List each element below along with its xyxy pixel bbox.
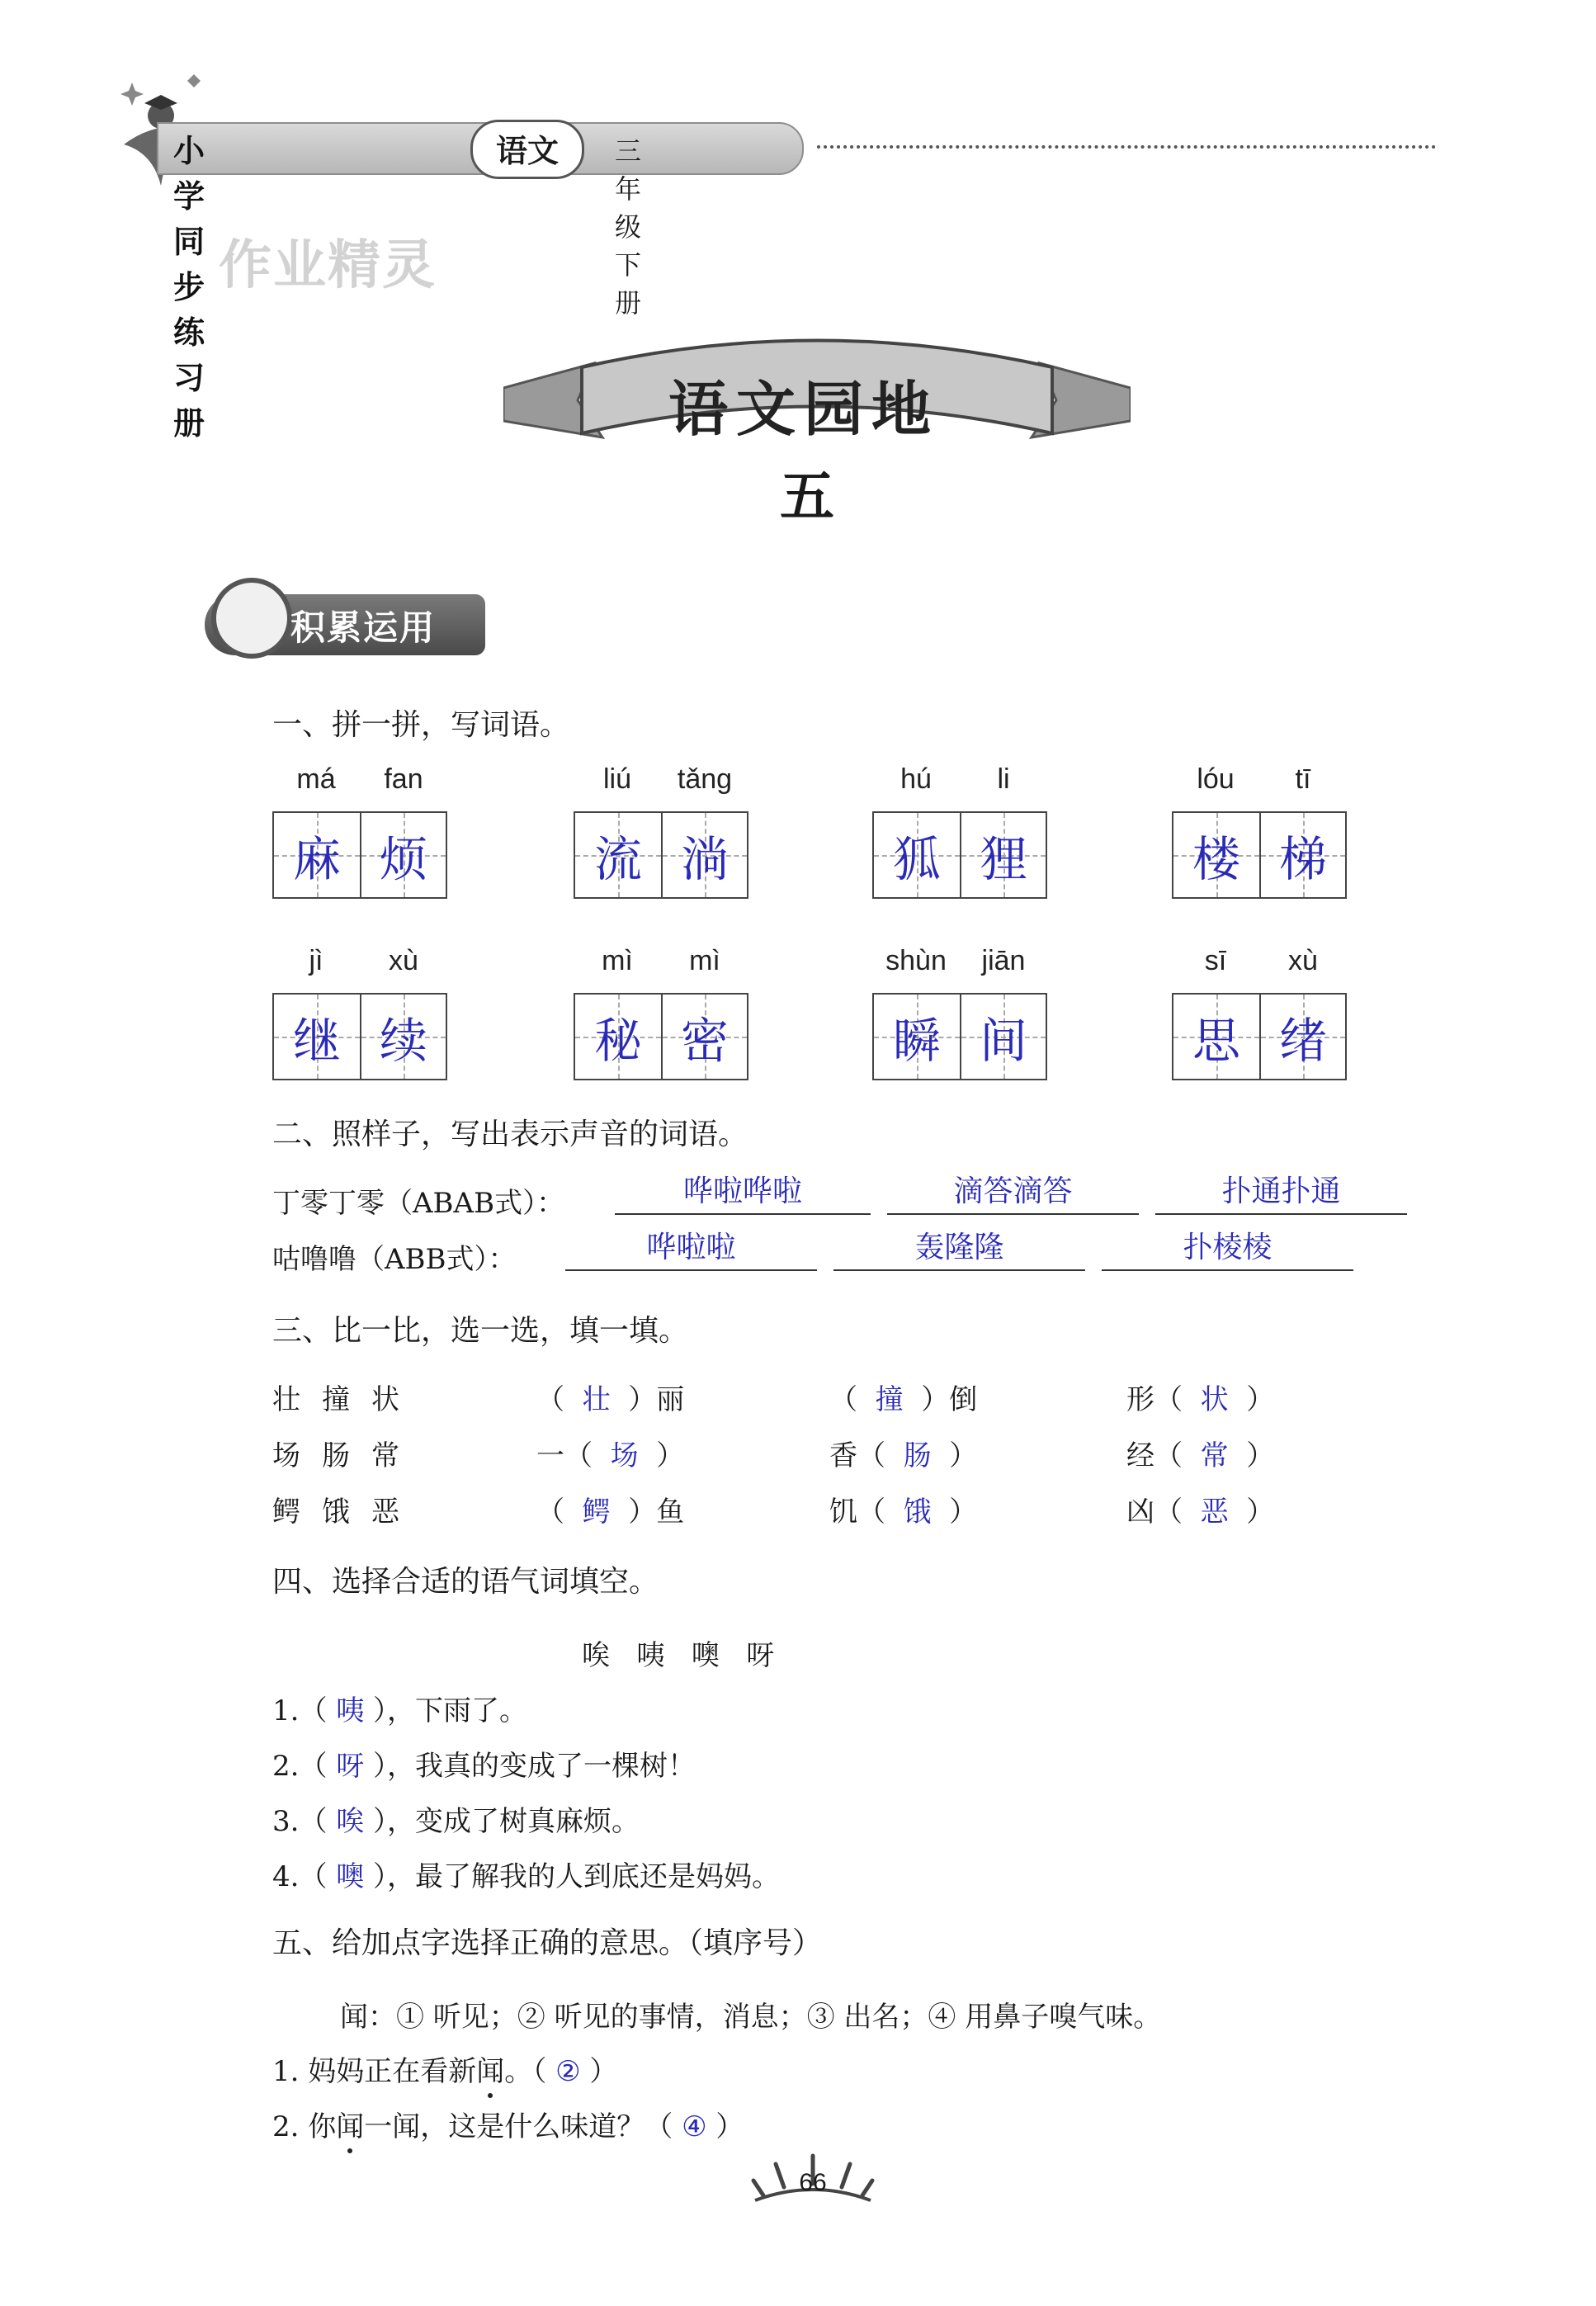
- q4-item: [272, 1854, 780, 1894]
- word-grid-box: [272, 993, 447, 1080]
- blank-answer: ②: [555, 2055, 581, 2088]
- q4-item: [272, 1743, 696, 1784]
- q4-item: [272, 1798, 640, 1839]
- fill-blank-3: [1126, 1433, 1274, 1473]
- q5-title: 五、给加点字选择正确的意思。（填序号）: [272, 1926, 823, 1960]
- grid-cell: [960, 995, 1046, 1079]
- blank-text: ）丽: [628, 1383, 685, 1416]
- grid-cell: [575, 995, 661, 1079]
- blank-answer: 状: [1200, 1383, 1229, 1416]
- answer-char: 楼: [1192, 831, 1240, 887]
- blank-answer: 肠: [903, 1439, 932, 1472]
- grade-label: 三年级 下册: [615, 135, 642, 319]
- pinyin-label: tǎng: [677, 763, 733, 795]
- answer-char: 流: [593, 831, 642, 887]
- pinyin-label: liú: [602, 763, 632, 795]
- answer-char: 密: [680, 1013, 729, 1069]
- fill-blank-1: [536, 1377, 684, 1417]
- grid-cell: [661, 995, 747, 1079]
- blank-text: ）: [949, 1496, 978, 1529]
- blank-text: 饥（: [829, 1496, 885, 1529]
- grid-cell: [1173, 813, 1259, 897]
- grid-cell: [874, 995, 960, 1079]
- grid-cell: [360, 995, 446, 1079]
- pinyin-label: mì: [602, 945, 633, 976]
- pinyin-label: li: [997, 763, 1010, 795]
- answer-char: 淌: [680, 831, 729, 887]
- banner-title: 语文园地: [668, 374, 940, 444]
- subject-label: 语文: [495, 132, 559, 169]
- word-grid-box: [1172, 993, 1347, 1080]
- fill-blank-2: [829, 1433, 977, 1473]
- blank-text: 形（: [1126, 1383, 1183, 1416]
- q5-definition: 闻：① 听见；② 听见的事情，消息；③ 出名；④ 用鼻子嗅气味。: [340, 2001, 1162, 2034]
- blank-answer: 鳄: [582, 1496, 611, 1529]
- q4-options: 唉 咦 噢 呀: [582, 1639, 775, 1672]
- grid-cell: [575, 813, 661, 897]
- blank-text: （: [536, 1383, 564, 1416]
- dotted-character: 闻: [336, 2110, 365, 2143]
- word-grid-box: [574, 811, 748, 899]
- fill-blank-1: [536, 1433, 684, 1473]
- series-title: 小学同步练习册: [173, 133, 206, 442]
- blank-text: 凶（: [1126, 1496, 1183, 1529]
- answer-char: 继: [292, 1013, 341, 1069]
- fill-blank-1: [536, 1489, 684, 1529]
- pinyin-label: xù: [1288, 945, 1318, 976]
- pinyin-label: tī: [1295, 763, 1311, 795]
- abab-answer-1: 哗啦哗啦: [615, 1175, 871, 1215]
- blank-text: 经（: [1126, 1439, 1183, 1472]
- answer-char: 间: [979, 1013, 1027, 1069]
- blank-answer: 咦: [336, 1694, 365, 1727]
- item-text: 1. 妈妈正在看新: [272, 2055, 477, 2088]
- answer-char: 麻: [292, 831, 341, 887]
- abab-label: 丁零丁零（ABAB式）：: [272, 1187, 565, 1220]
- word-grid-box: [272, 811, 447, 899]
- section-badge-label: 积累运用: [290, 607, 437, 648]
- q4-item: [272, 1688, 527, 1728]
- blank-text: ）: [656, 1439, 685, 1472]
- abb-label: 咕噜噜（ABB式）：: [272, 1243, 517, 1276]
- item-text: ），变成了树真麻烦。: [364, 1805, 640, 1838]
- answer-char: 狸: [979, 831, 1027, 887]
- q5-item: [272, 2048, 617, 2089]
- grid-cell: [360, 813, 446, 897]
- answer-char: 绪: [1278, 1013, 1327, 1069]
- grid-cell: [274, 813, 360, 897]
- blank-answer: 呀: [336, 1750, 365, 1783]
- answer-char: 烦: [379, 831, 427, 887]
- blank-answer: ④: [682, 2110, 707, 2143]
- item-text: ），下雨了。: [364, 1694, 528, 1727]
- blank-text: ）: [1246, 1383, 1275, 1416]
- abb-answer-2: 轰隆隆: [833, 1231, 1085, 1271]
- pinyin-label: hú: [900, 763, 932, 795]
- grid-cell: [960, 813, 1046, 897]
- pinyin-label: fan: [384, 763, 423, 795]
- item-text: 4.（: [272, 1860, 337, 1893]
- grid-cell: [1259, 995, 1345, 1079]
- word-grid-box: [872, 811, 1047, 899]
- q2-title: 二、照样子，写出表示声音的词语。: [272, 1118, 748, 1151]
- blank-text: ）: [1246, 1439, 1275, 1472]
- abb-answer-1: 哗啦啦: [565, 1231, 817, 1271]
- item-text: ）: [580, 2055, 618, 2088]
- answer-char: 瞬: [892, 1013, 941, 1069]
- blank-answer: 恶: [1200, 1496, 1229, 1529]
- blank-text: ）: [1246, 1496, 1275, 1529]
- blank-answer: 壮: [582, 1383, 611, 1416]
- watermark: 作业精灵: [219, 235, 437, 296]
- word-grid-box: [574, 993, 748, 1080]
- abab-answer-2: 滴答滴答: [887, 1175, 1139, 1215]
- pinyin-label: shùn: [885, 945, 947, 976]
- answer-char: 梯: [1278, 831, 1327, 887]
- item-text: ）: [706, 2110, 744, 2143]
- fill-blank-2: [829, 1377, 977, 1417]
- blank-text: （: [829, 1383, 857, 1416]
- pinyin-label: lóu: [1197, 763, 1235, 795]
- header-dotted-rule: [817, 145, 1436, 149]
- item-text: 1.（: [272, 1694, 337, 1727]
- compare-chars: 鳄饿恶: [272, 1496, 421, 1529]
- grid-cell: [661, 813, 747, 897]
- item-text: 2. 你: [272, 2110, 337, 2143]
- abb-answer-3: 扑棱棱: [1102, 1231, 1353, 1271]
- q1-title: 一、拼一拼，写词语。: [272, 708, 570, 742]
- fill-blank-3: [1126, 1489, 1274, 1529]
- pinyin-label: mì: [689, 945, 720, 976]
- item-text: 2.（: [272, 1750, 337, 1783]
- grid-cell: [1259, 813, 1345, 897]
- blank-answer: 常: [1200, 1439, 1229, 1472]
- item-text: ），我真的变成了一棵树！: [364, 1750, 696, 1783]
- blank-text: ）倒: [921, 1383, 978, 1416]
- blank-answer: 唉: [336, 1805, 365, 1838]
- word-grid-box: [872, 993, 1047, 1080]
- pinyin-label: jì: [309, 945, 323, 976]
- answer-char: 思: [1192, 1013, 1240, 1069]
- answer-char: 狐: [892, 831, 941, 887]
- blank-answer: 撞: [875, 1383, 904, 1416]
- item-text: 。（: [504, 2055, 556, 2088]
- page-number: 66: [799, 2169, 827, 2196]
- item-text: ），最了解我的人到底还是妈妈。: [364, 1860, 781, 1893]
- blank-answer: 噢: [336, 1860, 365, 1893]
- blank-text: ）: [949, 1439, 978, 1472]
- blank-answer: 饿: [903, 1496, 932, 1529]
- abab-answer-3: 扑通扑通: [1155, 1175, 1407, 1215]
- grid-cell: [874, 813, 960, 897]
- answer-char: 续: [379, 1013, 427, 1069]
- pinyin-label: má: [296, 763, 336, 795]
- unit-number: 五: [780, 464, 834, 528]
- blank-answer: 场: [610, 1439, 639, 1472]
- compare-chars: 壮撞状: [272, 1383, 421, 1416]
- item-text: 一闻，这是什么味道？（: [364, 2110, 682, 2143]
- pinyin-label: jiān: [981, 945, 1026, 976]
- q4-title: 四、选择合适的语气词填空。: [272, 1565, 659, 1599]
- fill-blank-2: [829, 1489, 977, 1529]
- grid-cell: [1173, 995, 1259, 1079]
- pinyin-label: xù: [389, 945, 418, 976]
- answer-char: 秘: [593, 1013, 642, 1069]
- dotted-character: 闻: [476, 2055, 505, 2088]
- blank-text: ）鱼: [628, 1496, 685, 1529]
- fill-blank-3: [1126, 1377, 1274, 1417]
- grid-cell: [274, 995, 360, 1079]
- word-grid-box: [1172, 811, 1347, 899]
- blank-text: （: [536, 1496, 564, 1529]
- pinyin-label: sī: [1204, 945, 1227, 976]
- item-text: 3.（: [272, 1805, 337, 1838]
- q5-item: [272, 2104, 744, 2144]
- pencil-cup-icon: [211, 578, 292, 659]
- blank-text: 香（: [829, 1439, 885, 1472]
- q3-title: 三、比一比，选一选，填一填。: [272, 1314, 689, 1348]
- compare-chars: 场肠常: [272, 1439, 421, 1472]
- blank-text: 一（: [536, 1439, 593, 1472]
